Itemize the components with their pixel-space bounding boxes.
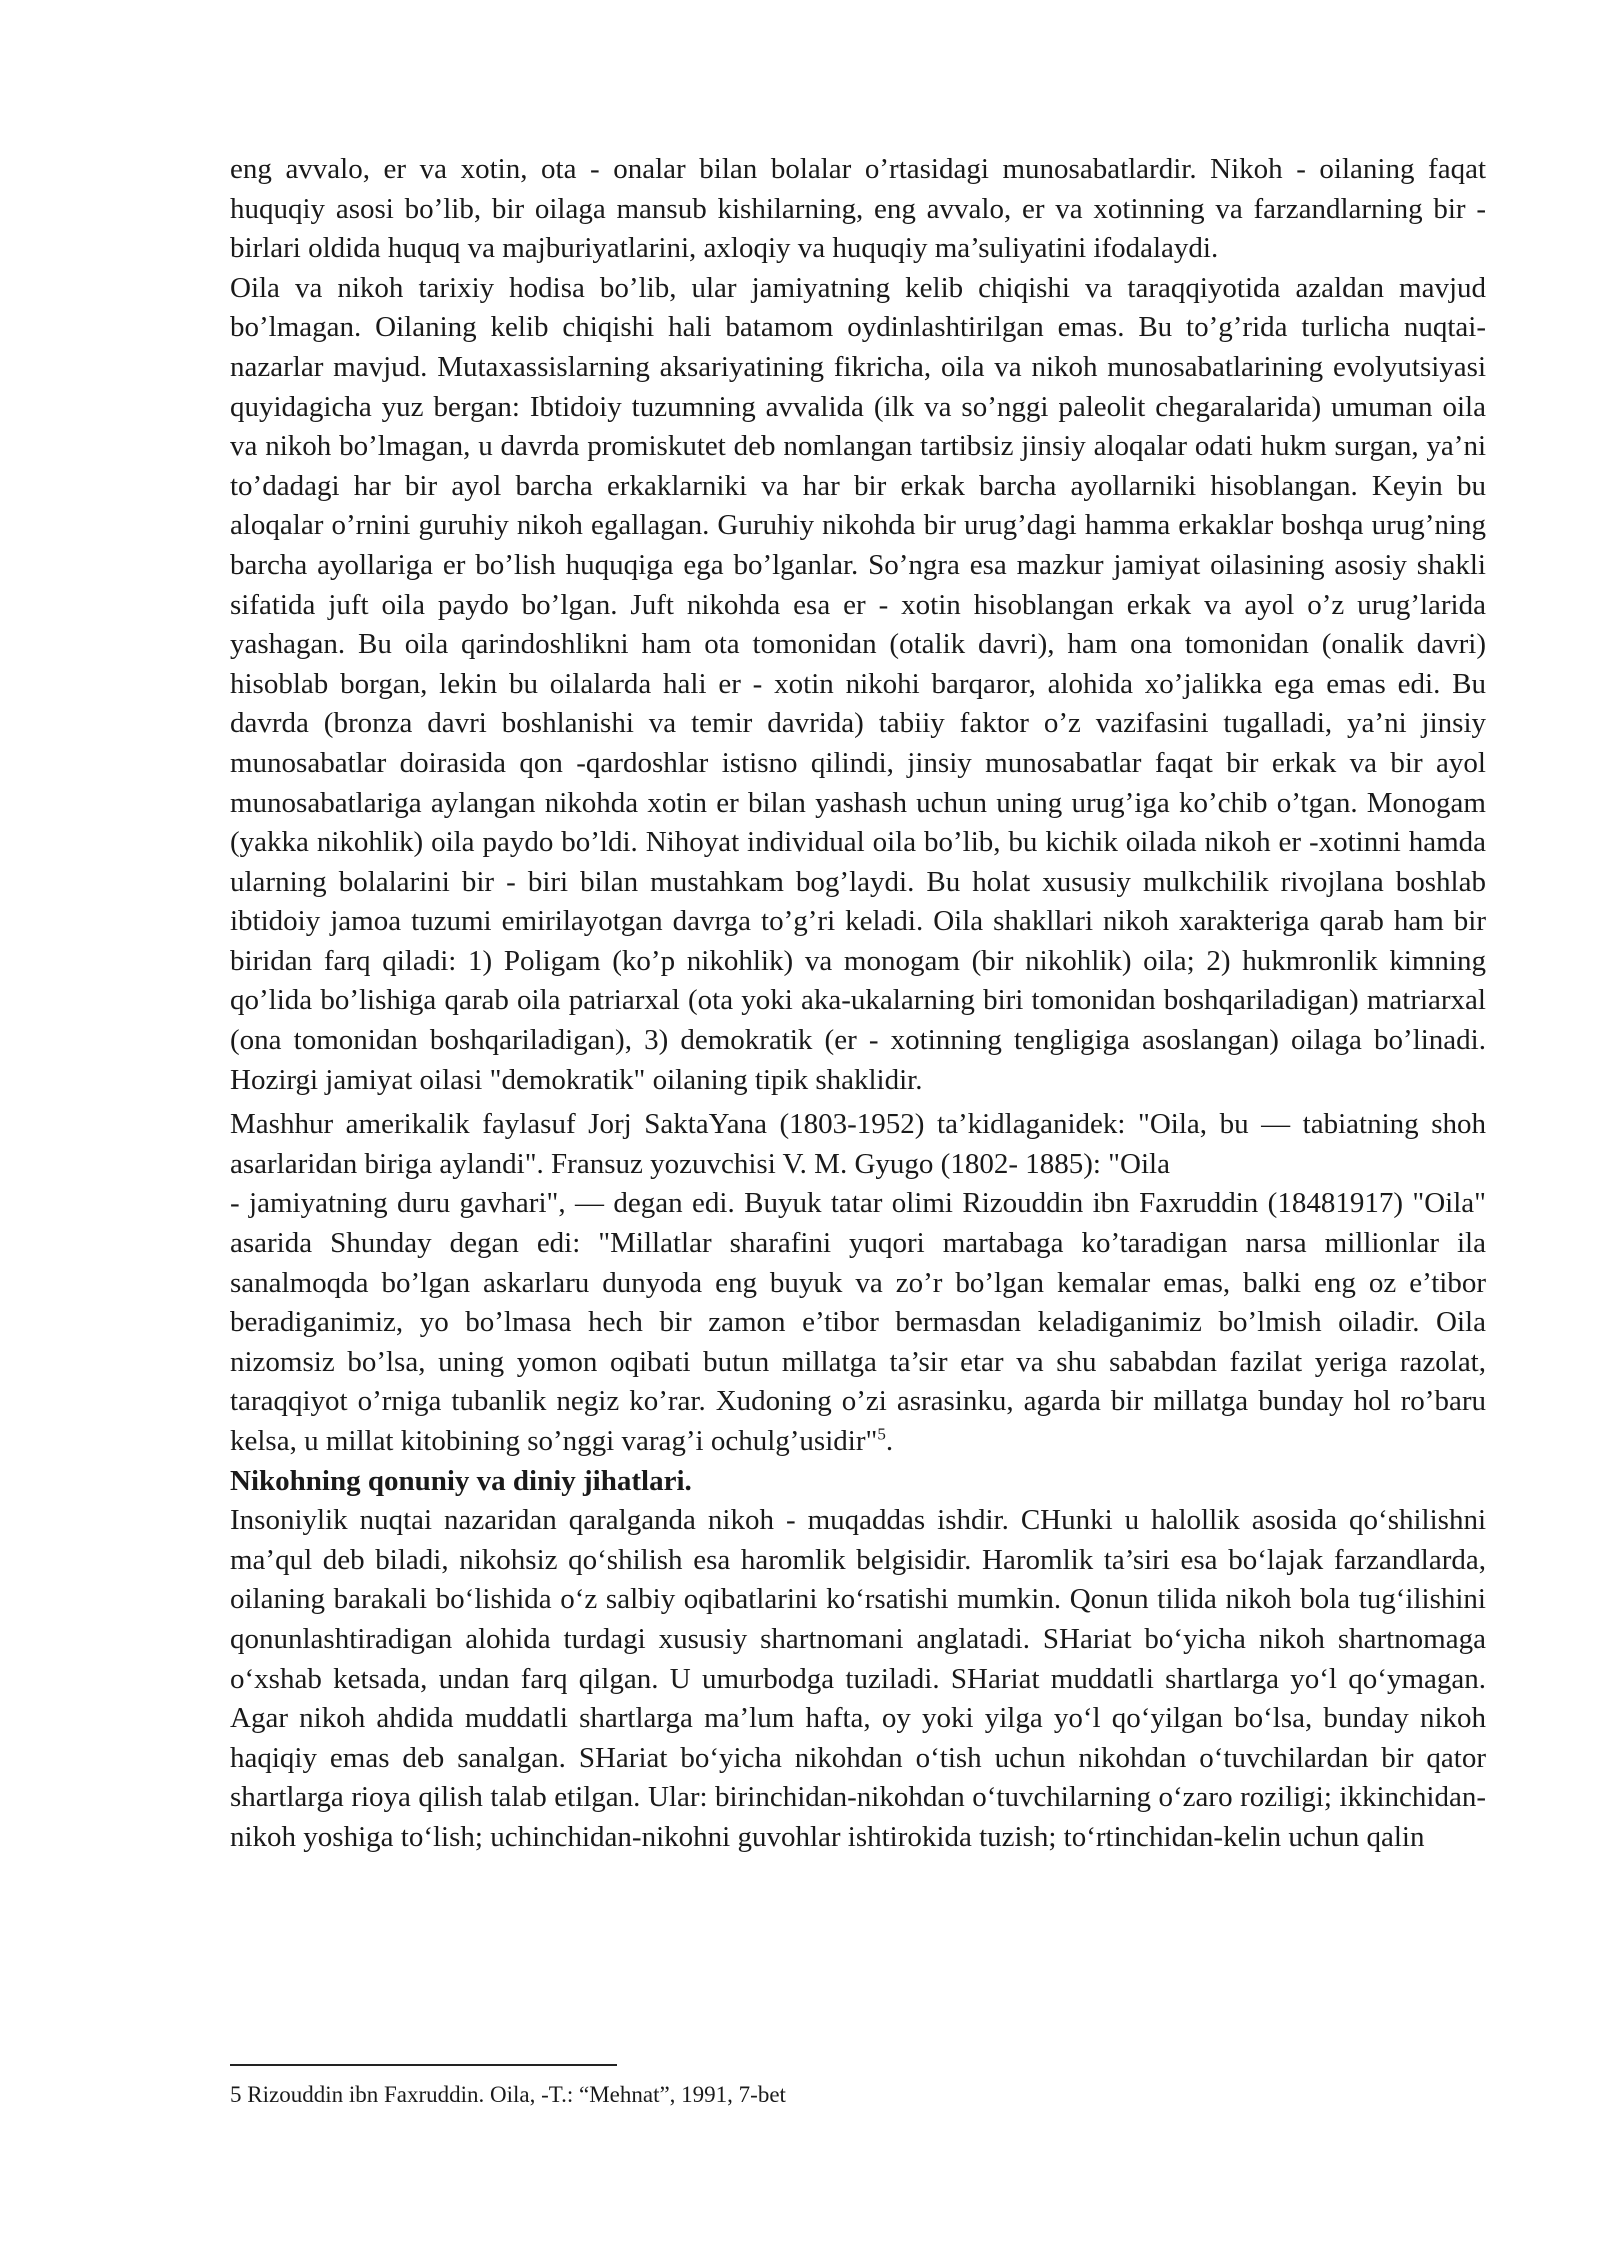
paragraph-legal-religious-aspects: Insoniylik nuqtai nazaridan qaralganda nikoh - muqaddas ishdir. CHunki u halollik asosida qo‘shilishni ma’qul deb biladi, nikohsiz qo‘shilish esa haromlik belgisidir. Haromlik ta’siri esa bo‘lajak farzandlarda, oilaning barakali bo‘lishida o‘z salbiy oqibatlarini ko‘rsatishi mumkin. Qonun tilida nikoh bola tug‘ilishini qonunlashtiradigan alohida turdagi xususiy shartnomani anglatadi. SHariat bo‘yicha nikoh shartnomaga o‘xshab ketsada, undan farq qilgan. U umurbodga tuziladi. SHariat muddatli shartlarga yo‘l qo‘ymagan. Agar nikoh ahdida muddatli shartlarga ma’lum hafta, oy yoki yilga yo‘l qo‘yilgan bo‘lsa, bunday nikoh haqiqiy emas deb sanalgan. SHariat bo‘yicha nikohdan o‘tish uchun nikohdan o‘tuvchilardan bir qator shartlarga rioya qilish talab etilgan. Ular: birinchidan-nikohdan o‘tuvchilarning o‘zaro roziligi; ikkinchidan-nikoh yoshiga to‘lish; uchinchidan-nikohni guvohlar ishtirokida tuzish; to‘rtinchidan-kelin uchun qalin bbox=[230, 1504, 1486, 1853]
footnote-divider bbox=[230, 2064, 617, 2066]
quote-first-line: Mashhur amerikalik faylasuf Jorj SaktaYana (1803-1952) ta’kidlaganidek: "Oila, bu — tabiatning shoh asarlaridan biriga aylandi". Fransuz yozuvchisi V. M. Gyugo (1802- 1885): "Oila bbox=[230, 1108, 1486, 1180]
paragraph-family-relations: eng avvalo, er va xotin, ota - onalar bilan bolalar o’rtasidagi munosabatlardir. Nikoh - oilaning faqat huquqiy asosi bo’lib, bir oilaga mansub kishilarning, eng avvalo, er va xotinning va farzandlarning bir -birlari oldida huquq va majburiyatlarini, axloqiy va huquqiy ma’suliyatini ifodalaydi. bbox=[230, 153, 1486, 265]
paragraph-quotes bbox=[230, 1105, 1486, 1461]
footnote: 5 Rizouddin ibn Faxruddin. Oila, -T.: “Mehnat”, 1991, 7-bet bbox=[230, 2082, 786, 2107]
quote-end: . bbox=[885, 1425, 894, 1457]
section-heading: Nikohning qonuniy va diniy jihatlari. bbox=[230, 1464, 692, 1497]
quote-rest: - jamiyatning duru gavhari", — degan edi. Buyuk tatar olimi Rizouddin ibn Faxruddin (18481917) "Oila" asarida Shunday degan edi: "Millatlar sharafini yuqori martabaga ko’taradigan narsa millionlar ila sanalmoqda bo’lgan askarlaru dunyoda eng buyuk va zo’r bo’lgan kemalar emas, balki eng oz e’tibor beradiganimiz, yo bo’lmasa hech bir zamon e’tibor bermasdan keladiganimiz bo’lmish oiladir. Oila nizomsiz bo’lsa, uning yomon oqibati butun millatga ta’sir etar va shu sababdan fazilat yeriga razolat, taraqqiyot o’rniga tubanlik negiz ko’rar. Xudoning o’zi asrasinku, agarda bir millatga bunday hol ro’baru kelsa, u millat kitobining so’nggi varag’i ochulg’usidir" bbox=[230, 1187, 1486, 1457]
document-page bbox=[230, 150, 1486, 1858]
footnote-reference[interactable]: 5 bbox=[877, 1424, 886, 1444]
paragraph-history-of-family: Oila va nikoh tarixiy hodisa bo’lib, ular jamiyatning kelib chiqishi va taraqqiyotida azaldan mavjud bo’lmagan. Oilaning kelib chiqishi hali batamom oydinlashtirilgan emas. Bu to’g’rida turlicha nuqtai-nazarlar mavjud. Mutaxassislarning aksariyatining fikricha, oila va nikoh munosabatlarining evolyutsiyasi quyidagicha yuz bergan: Ibtidoiy tuzumning avvalida (ilk va so’nggi paleolit chegaralarida) umuman oila va nikoh bo’lmagan, u davrda promiskutet deb nomlangan tartibsiz jinsiy aloqalar odati hukm surgan, ya’ni to’dadagi har bir ayol barcha erkaklarniki va har bir erkak barcha ayollarniki hisoblangan. Keyin bu aloqalar o’rnini guruhiy nikoh egallagan. Guruhiy nikohda bir urug’dagi hamma erkaklar boshqa urug’ning barcha ayollariga er bo’lish huquqiga ega bo’lganlar. So’ngra esa mazkur jamiyat oilasining asosiy shakli sifatida juft oila paydo bo’lgan. Juft nikohda esa er - xotin hisoblangan erkak va ayol o’z urug’larida yashagan. Bu oila qarindoshlikni ham ota tomonidan (otalik davri), ham ona tomonidan (onalik davri) hisoblab borgan, lekin bu oilalarda hali er - xotin nikohi barqaror, alohida xo’jalikka ega emas edi. Bu davrda (bronza davri boshlanishi va temir davrida) tabiiy faktor o’z vazifasini tugalladi, ya’ni jinsiy munosabatlar doirasida qon -qardoshlar istisno qilindi, jinsiy munosabatlar faqat bir erkak va bir ayol munosabatlariga aylangan nikohda xotin er bilan yashash uchun uning urug’iga ko’chib o’tgan. Monogam (yakka nikohlik) oila paydo bo’ldi. Nihoyat individual oila bo’lib, bu kichik oilada nikoh er -xotinni hamda ularning bolalarini bir - biri bilan mustahkam bog’laydi. Bu holat xususiy mulkchilik rivojlana boshlab ibtidoiy jamoa tuzumi emirilayotgan davrga to’g’ri keladi. Oila shakllari nikoh xarakteriga qarab ham bir biridan farq qiladi: 1) Poligam (ko’p nikohlik) va monogam (bir nikohlik) oila; 2) hukmronlik kimning qo’lida bo’lishiga qarab oila patriarxal (ota yoki aka-ukalarning biri tomonidan boshqariladigan) matriarxal (ona tomonidan boshqariladigan), 3) demokratik (er - xotinning tengligiga asoslangan) oilaga bo’linadi. Hozirgi jamiyat oilasi "demokratik" oilaning tipik shaklidir. bbox=[230, 271, 1486, 1096]
